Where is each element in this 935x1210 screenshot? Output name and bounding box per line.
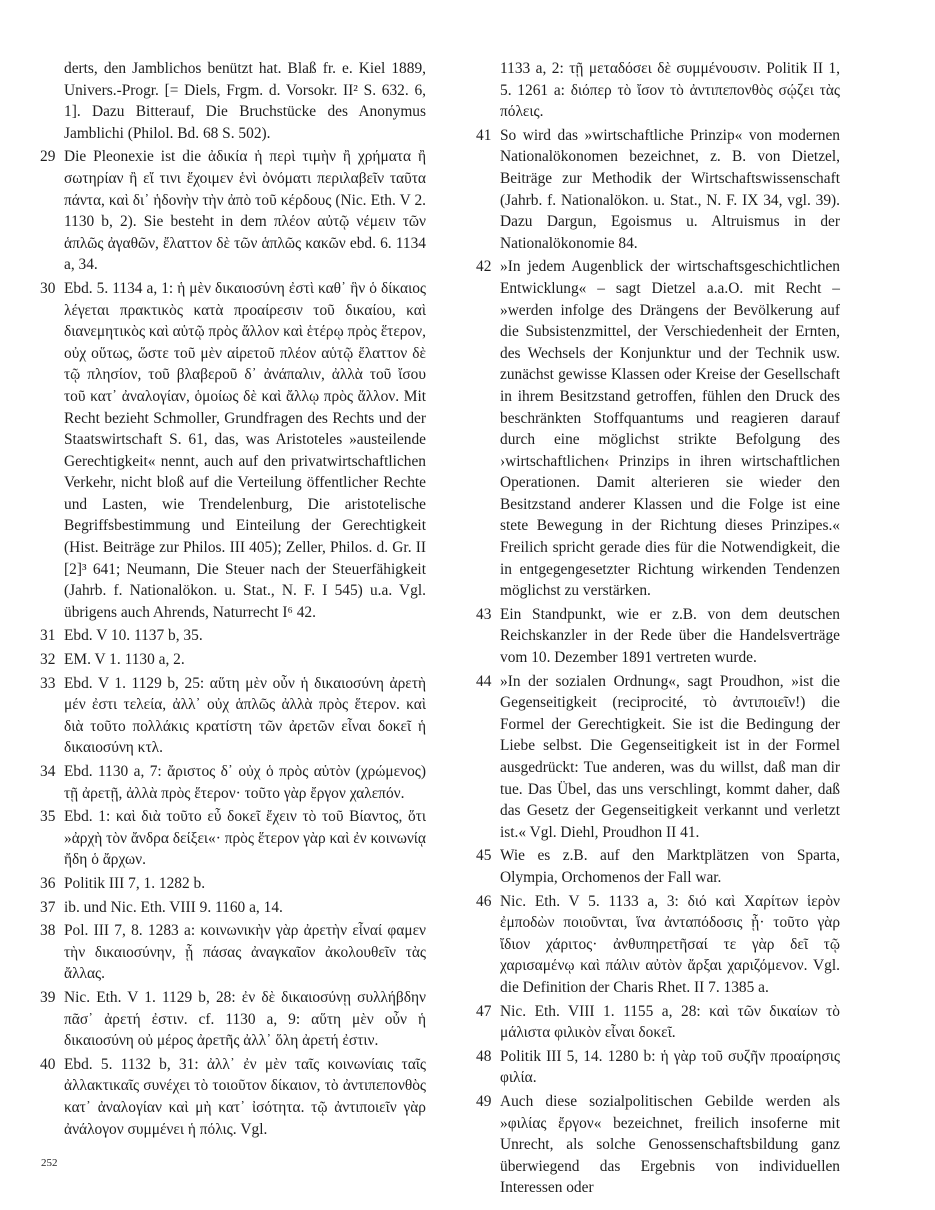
footnote-33 [40, 673, 426, 759]
footnote-text: Nic. Eth. VIII 1. 1155 a, 28: καὶ τῶν δικαίων τὸ μάλιστα φιλικὸν εἶναι δοκεῖ. [500, 1002, 840, 1042]
footnote-text: Ein Standpunkt, wie er z.B. von dem deutschen Reichskanzler in der Rede über die Handelsverträge vom 10. Dezember 1891 vertreten wurde. [500, 605, 840, 667]
footnote-number: 48 [476, 1047, 492, 1065]
footnote-31 [40, 625, 426, 647]
footnote-number: 49 [476, 1092, 492, 1110]
footnote-number: 41 [476, 126, 492, 144]
footnote-text: »In jedem Augenblick der wirtschaftsgeschichtlichen Entwicklung« – sagt Dietzel a.a.O. mit Recht – »werden infolge des Drängens der Bevölkerung auf die Subsistenzmittel, der Verschiedenheit der Ernten, des Wechsels der Konjunktur und der Technik usw. zunächst gewisse Klassen oder Kreise der Gesellschaft in ihrem Besitzstand getroffen, fühlen den Druck des beschränkten Stoffquantums und reagieren darauf durch eine möglichst strikte Befolgung des ›wirtschaftlichen‹ Prinzips in ihren wirtschaftlichen Operationen. Damit alterieren sie wieder den Besitzstand anderer Klassen und die Folge ist eine stete Bewegung in der Richtung dieses Prinzipes.« Freilich spricht gerade dies für die Notwendigkeit, die in entgegengesetzter Richtung wirkenden Tendenzen möglichst zu verstärken. [500, 258, 840, 600]
footnote-42 [476, 256, 840, 602]
footnote-39 [40, 987, 426, 1052]
footnote-40 [40, 1054, 426, 1140]
footnote-number: 39 [40, 988, 56, 1006]
footnote-38 [40, 920, 426, 985]
footnote-48 [476, 1046, 840, 1089]
footnote-37 [40, 897, 426, 919]
footnote-number: 44 [476, 672, 492, 690]
footnote-32 [40, 649, 426, 671]
footnote-45 [476, 845, 840, 888]
footnote-text: Wie es z.B. auf den Marktplätzen von Sparta, Olympia, Orchomenos der Fall war. [500, 847, 840, 886]
footnote-47 [476, 1001, 840, 1044]
footnote-continuation [40, 58, 426, 144]
footnotes-right-column [476, 58, 840, 1201]
footnote-number: 45 [476, 847, 492, 865]
footnote-text: ib. und Nic. Eth. VIII 9. 1160 a, 14. [64, 898, 283, 916]
footnote-text: derts, den Jamblichos benützt hat. Blaß fr. e. Kiel 1889, Univers.-Progr. [= Diels, Frgm. d. Vorsokr. II² S. 632. 6, 1]. Dazu Bitterauf, Die Bruchstücke des Anonymus Jamblichi (Philol. Bd. 68 S. 502). [64, 60, 426, 142]
footnote-number: 36 [40, 874, 56, 892]
footnote-text: Ebd. 5. 1134 a, 1: ἡ μὲν δικαιοσύνη ἐστὶ καθ᾽ ἣν ὁ δίκαιος λέγεται πρακτικὸς κατὰ προαίρεσιν τοῦ δικαίου, καὶ διανεμητικὸς καὶ αὑτῷ πρὸς ἄλλον καὶ ἑτέρῳ πρὸς ἕτερον, οὐχ οὕτως, ὥστε τοῦ μὲν αἱρετοῦ πλέον αὑτῷ ἔλαττον δὲ τῷ πλησίον, τοῦ βλαβεροῦ δ᾽ ἀνάπαλιν, ἀλλὰ τοῦ ἴσου τοῦ κατ᾽ ἀναλογίαν, ὁμοίως δὲ καὶ ἄλλῳ πρὸς ἄλλον. Mit Recht bezieht Schmoller, Grundfragen des Rechts und der Staatswirtschaft S. 61, das, was Aristoteles »austeilende Gerechtigkeit« nennt, auch auf den privatwirtschaftlichen Verkehr, nicht bloß auf die Verteilung öffentlicher Rechte und Lasten, wie Trendelenburg, Die aristotelische Begriffsbestimmung und Einteilung der Gerechtigkeit (Hist. Beiträge zur Philos. III 405); Zeller, Philos. d. Gr. II [2]³ 641; Neumann, Die Steuer nach der Steuerfähigkeit (Jahrb. f. Nationalökon. u. Stat., N. F. I 545) u.a. Vgl. übrigens auch Ahrends, Naturrecht I⁶ 42. [64, 279, 426, 621]
footnote-continuation [476, 58, 840, 123]
footnote-text: Ebd. V 1. 1129 b, 25: αὕτη μὲν οὖν ἡ δικαιοσύνη ἀρετὴ μέν ἐστι τελεία, ἀλλ᾽ οὐχ ἁπλῶς ἀλλὰ πρὸς ἕτερον. καὶ διὰ τοῦτο πολλάκις κρατίστη τῶν ἀρετῶν εἶναι δοκεῖ ἡ δικαιοσύνη κτλ. [64, 674, 426, 757]
footnote-text: Politik III 7, 1. 1282 b. [64, 874, 206, 892]
footnote-text: Ebd. 1: καὶ διὰ τοῦτο εὖ δοκεῖ ἔχειν τὸ τοῦ Βίαντος, ὅτι »ἀρχὴ τὸν ἄνδρα δείξει«· πρὸς ἕτερον γὰρ καὶ ἐν κοινωνίᾳ ἤδη ὁ ἄρχων. [64, 808, 426, 869]
footnote-text: Ebd. V 10. 1137 b, 35. [64, 627, 203, 645]
footnote-text: Ebd. 1130 a, 7: ἄριστος δ᾽ οὐχ ὁ πρὸς αὑτὸν (χρώμενος) τῇ ἀρετῇ, ἀλλὰ πρὸς ἕτερον· τοῦτο γὰρ ἔργον χαλεπόν. [64, 763, 426, 802]
footnote-text: »In der sozialen Ordnung«, sagt Proudhon, »ist die Gegenseitigkeit (reciprocité, τὸ ἀντιποιεῖν!) die Formel der Gerechtigkeit. Sie ist die Bedingung der Liebe selbst. Die Gegenseitigkeit ist in der Formel ausgedrückt: Tue anderen, was du willst, daß man dir tue. Das Übel, das uns verschlingt, kommt daher, daß das Gesetz der Gegenseitigkeit verkannt und verletzt ist.« Vgl. Diehl, Proudhon II 41. [500, 672, 840, 841]
footnote-text: Nic. Eth. V 1. 1129 b, 28: ἐν δὲ δικαιοσύνῃ συλλήβδην πᾶσ᾽ ἀρετή ἐστιν. cf. 1130 a, 9: αὕτη μὲν οὖν ἡ δικαιοσύνη οὐ μέρος ἀρετῆς ἀλλ᾽ ὅλη ἀρετή ἐστιν. [64, 988, 426, 1050]
footnote-text: So wird das »wirtschaftliche Prinzip« von modernen Nationalökonomen bezeichnet, z. B. von Dietzel, Beiträge zur Methodik der Wirtschaftswissenschaft (Jahrb. f. Nationalökon. u. Stat., N. F. IX 34, vgl. 39). Dazu Dargun, Egoismus u. Altruismus in der Nationalökonomie 84. [500, 126, 840, 252]
footnote-35 [40, 806, 426, 871]
footnote-number: 29 [40, 148, 56, 166]
footnote-number: 31 [40, 627, 56, 645]
footnote-number: 40 [40, 1055, 56, 1073]
footnote-number: 42 [476, 258, 492, 276]
footnote-text: 1133 a, 2: τῇ μεταδόσει δὲ συμμένουσιν. Politik II 1, 5. 1261 a: διόπερ τὸ ἴσον τὸ ἀντιπεπονθὸς σῴζει τὰς πόλεις. [500, 60, 840, 121]
footnote-text: Politik III 5, 14. 1280 b: ἡ γὰρ τοῦ συζῆν προαίρησις φιλία. [500, 1047, 840, 1087]
footnote-46 [476, 891, 840, 999]
footnote-text: Pol. III 7, 8. 1283 a: κοινωνικὴν γὰρ ἀρετὴν εἶναί φαμεν τὴν δικαιοσύνην, ᾗ πάσας ἀναγκαῖον ἀκολουθεῖν τὰς ἄλλας. [64, 922, 426, 983]
footnote-text: Ebd. 5. 1132 b, 31: ἀλλ᾽ ἐν μὲν ταῖς κοινωνίαις ταῖς ἀλλακτικαῖς συνέχει τὸ τοιοῦτον δίκαιον, τὸ ἀντιπεπονθὸς κατ᾽ ἀναλογίαν καὶ μὴ κατ᾽ ἰσότητα. τῷ ἀντιποιεῖν γὰρ ἀνάλογον συμμένει ἡ πόλις. Vgl. [64, 1055, 426, 1138]
footnote-number: 43 [476, 605, 492, 623]
footnote-number: 46 [476, 892, 492, 910]
footnote-36 [40, 873, 426, 895]
footnote-number: 38 [40, 922, 56, 940]
page-number: 252 [41, 1157, 58, 1169]
footnote-29 [40, 146, 426, 276]
footnote-text: EM. V 1. 1130 a, 2. [64, 651, 185, 669]
footnote-number: 33 [40, 674, 56, 692]
footnote-text: Nic. Eth. V 5. 1133 a, 3: διό καὶ Χαρίτων ἱερὸν ἐμποδὼν ποιοῦνται, ἵνα ἀνταπόδοσις ᾖ· τοῦτο γὰρ ἴδιον χάριτος· ἀνθυπηρετῆσαί τε γὰρ δεῖ τῷ χαρισαμένῳ καὶ πάλιν αὐτὸν ἄρξαι χαριζόμενον. Vgl. die Definition der Charis Rhet. II 7. 1385 a. [500, 892, 840, 996]
footnote-number: 32 [40, 651, 56, 669]
footnote-30 [40, 278, 426, 624]
footnote-number: 34 [40, 763, 56, 780]
footnote-49 [476, 1091, 840, 1199]
footnote-44 [476, 671, 840, 844]
footnote-43 [476, 604, 840, 669]
footnote-text: Auch diese sozialpolitischen Gebilde werden als »φιλίας ἔργον« bezeichnet, freilich insoferne mit Unrecht, als solche Genossenschaftsbildung ganz überwiegend das Ergebnis von individuellen Interessen oder [500, 1092, 840, 1197]
footnotes-left-column [40, 58, 426, 1142]
footnote-41 [476, 125, 840, 255]
footnote-text: Die Pleonexie ist die ἀδικία ἡ περὶ τιμὴν ἢ χρήματα ἢ σωτηρίαν ἢ εἴ τινι ἔχοιμεν ἑνὶ ὀνόματι περιλαβεῖν ταῦτα πάντα, καὶ δι᾽ ἡδονὴν τὴν ἀπὸ τοῦ κέρδους (Nic. Eth. V 2. 1130 b, 2). Sie besteht in dem πλέον αὐτῷ νέμειν τῶν ἁπλῶς ἀγαθῶν, ἔλαττον δὲ τῶν ἁπλῶς κακῶν ebd. 6. 1134 a, 34. [64, 148, 426, 274]
footnote-number: 47 [476, 1002, 492, 1020]
footnote-34 [40, 761, 426, 804]
footnote-number: 30 [40, 279, 56, 297]
footnote-number: 37 [40, 898, 56, 916]
footnote-number: 35 [40, 808, 56, 826]
